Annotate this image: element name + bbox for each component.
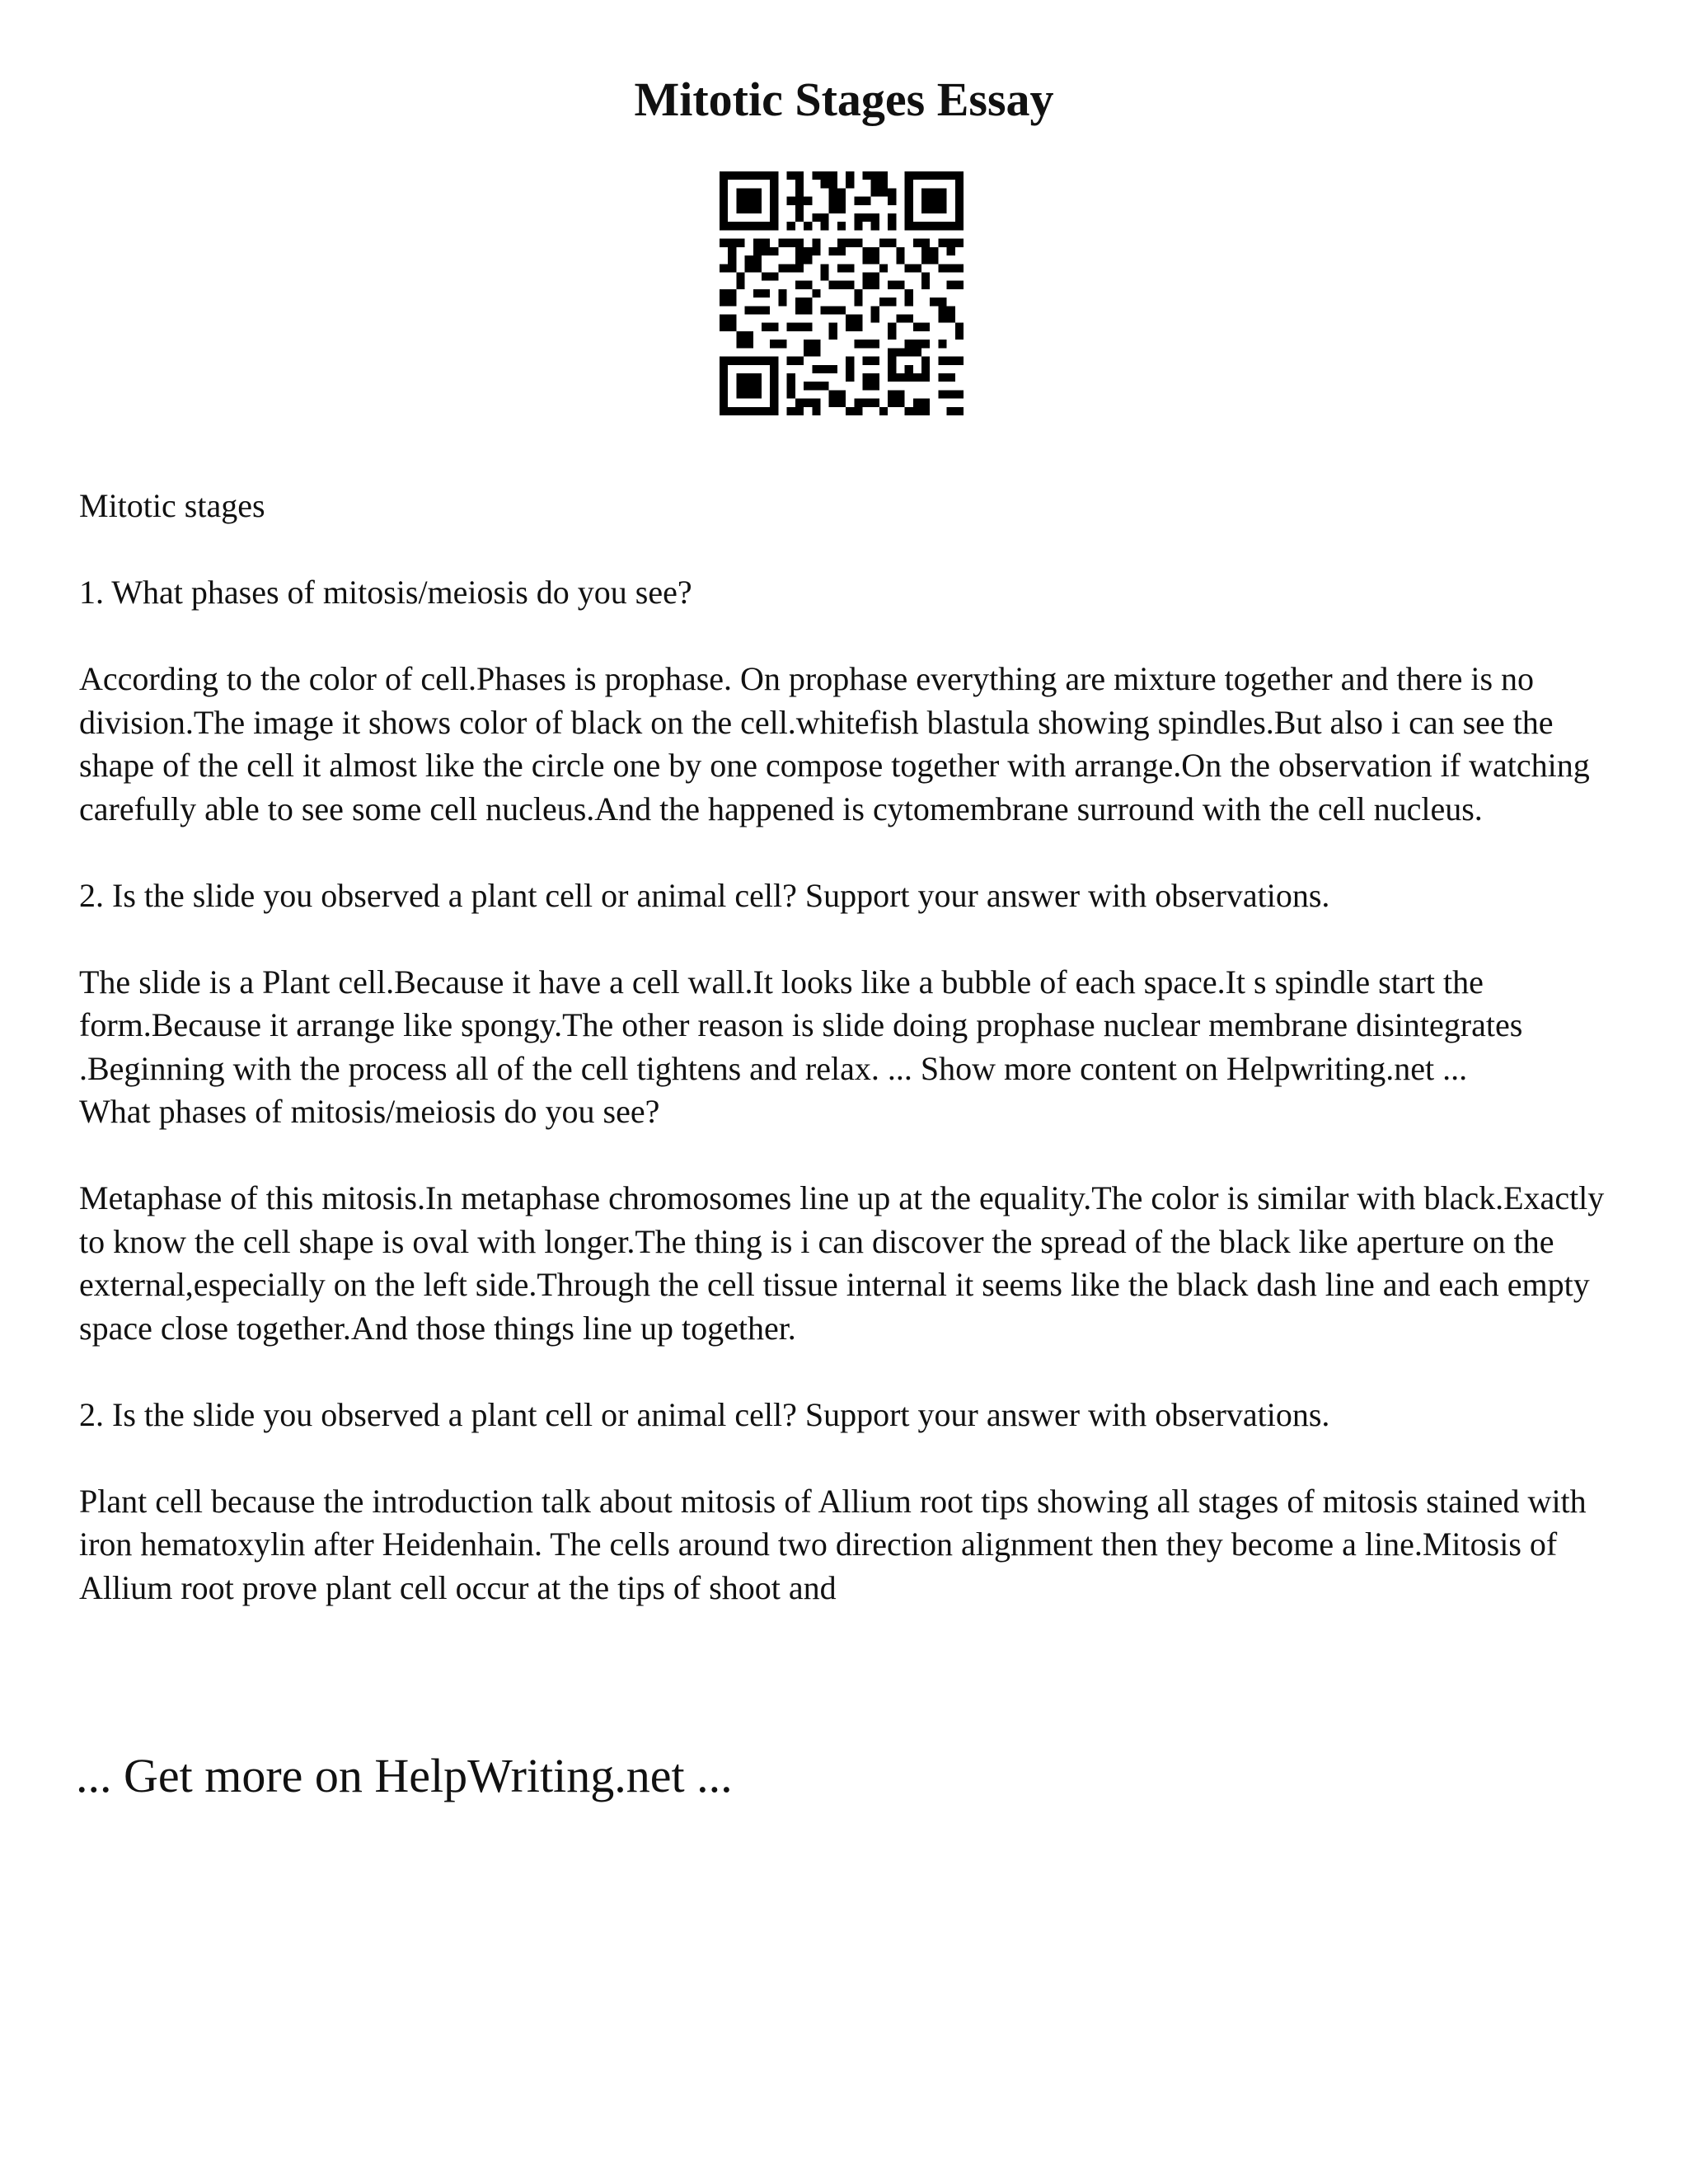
question-2: 2. Is the slide you observed a plant cell or animal cell? Support your answer with observations. [79, 876, 1330, 914]
question-1: 1. What phases of mitosis/meiosis do you see? [79, 574, 692, 611]
answer-1: According to the color of cell.Phases is prophase. On prophase everything are mixture together and there is no division.The image it shows color of black on the cell.whitefish blastula showing spindles.But also i can see the shape of the cell it almost like the circle one by one compose together with arrange.On the observation if watching carefully able to see some cell nucleus.And the happened is cytomembrane surround with the cell nucleus. [79, 660, 1590, 827]
page-title: Mitotic Stages Essay [634, 72, 1054, 126]
section-heading: Mitotic stages [79, 487, 265, 524]
question-4: 2. Is the slide you observed a plant cell or animal cell? Support your answer with observations. [79, 1395, 1330, 1433]
answer-4: Plant cell because the introduction talk about mitosis of Allium root tips showing all stages of mitosis stained with iron hematoxylin after Heidenhain. The cells around two direction alignment then they become a line.Mitosis of Allium root prove plant cell occur at the tips of shoot and [79, 1482, 1587, 1606]
essay-body [79, 485, 1629, 1610]
get-more-link[interactable]: ... Get more on HelpWriting.net ... [76, 1749, 733, 1802]
question-3: What phases of mitosis/meiosis do you see? [79, 1093, 660, 1130]
answer-3: Metaphase of this mitosis.In metaphase chromosomes line up at the equality.The color is similar with black.Exactly to know the cell shape is oval with longer.The thing is i can discover the spread of the black like aperture on the external,especially on the left side.Through the cell tissue internal it seems like the black dash line and each empty space close together.And those things line up together. [79, 1179, 1605, 1347]
answer-2: The slide is a Plant cell.Because it have a cell wall.It looks like a bubble of each space.It s spindle start the form.Because it arrange like spongy.The other reason is slide doing prophase nuclear membrane disintegrates .Beginning with the process all of the cell tightens and relax. ... Show more content on Helpwriting.net ... [79, 963, 1523, 1087]
qr-code-icon [720, 171, 964, 415]
